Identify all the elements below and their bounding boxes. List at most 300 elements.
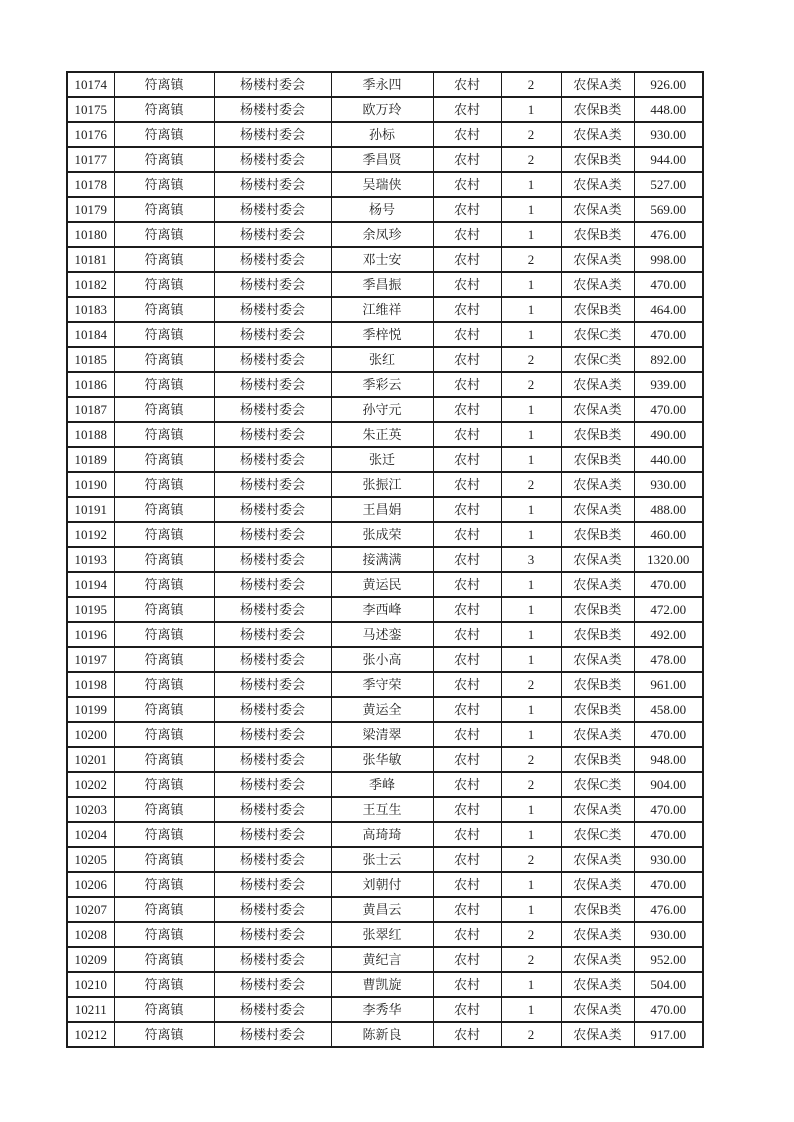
- cell-village: 杨楼村委会: [214, 972, 331, 997]
- cell-area-type: 农村: [433, 647, 501, 672]
- cell-area-type: 农村: [433, 697, 501, 722]
- cell-insurance-category: 农保A类: [561, 847, 634, 872]
- cell-amount: 952.00: [634, 947, 703, 972]
- cell-person-name: 季昌振: [331, 272, 433, 297]
- cell-area-type: 农村: [433, 997, 501, 1022]
- cell-person-count: 3: [501, 547, 561, 572]
- cell-insurance-category: 农保B类: [561, 422, 634, 447]
- cell-area-type: 农村: [433, 72, 501, 97]
- cell-person-count: 1: [501, 172, 561, 197]
- cell-person-name: 季梓悦: [331, 322, 433, 347]
- cell-record-id: 10208: [67, 922, 114, 947]
- cell-amount: 470.00: [634, 997, 703, 1022]
- cell-insurance-category: 农保A类: [561, 572, 634, 597]
- cell-insurance-category: 农保A类: [561, 272, 634, 297]
- cell-town: 符离镇: [114, 197, 214, 222]
- cell-person-count: 2: [501, 672, 561, 697]
- cell-person-name: 黄纪言: [331, 947, 433, 972]
- cell-person-count: 1: [501, 397, 561, 422]
- cell-record-id: 10209: [67, 947, 114, 972]
- cell-amount: 930.00: [634, 472, 703, 497]
- table-row: [67, 172, 703, 197]
- cell-person-count: 1: [501, 322, 561, 347]
- cell-amount: 472.00: [634, 597, 703, 622]
- cell-insurance-category: 农保B类: [561, 622, 634, 647]
- cell-amount: 460.00: [634, 522, 703, 547]
- cell-person-count: 1: [501, 197, 561, 222]
- cell-record-id: 10175: [67, 97, 114, 122]
- cell-insurance-category: 农保A类: [561, 872, 634, 897]
- cell-record-id: 10191: [67, 497, 114, 522]
- cell-town: 符离镇: [114, 322, 214, 347]
- cell-area-type: 农村: [433, 772, 501, 797]
- table-row: [67, 772, 703, 797]
- cell-village: 杨楼村委会: [214, 1022, 331, 1047]
- cell-village: 杨楼村委会: [214, 997, 331, 1022]
- cell-town: 符离镇: [114, 397, 214, 422]
- table-row: [67, 972, 703, 997]
- cell-area-type: 农村: [433, 597, 501, 622]
- cell-town: 符离镇: [114, 247, 214, 272]
- cell-person-count: 1: [501, 497, 561, 522]
- cell-amount: 569.00: [634, 197, 703, 222]
- cell-amount: 470.00: [634, 722, 703, 747]
- cell-area-type: 农村: [433, 222, 501, 247]
- cell-person-name: 张成荣: [331, 522, 433, 547]
- cell-amount: 470.00: [634, 822, 703, 847]
- cell-insurance-category: 农保A类: [561, 722, 634, 747]
- cell-person-name: 吴瑞侠: [331, 172, 433, 197]
- cell-person-name: 黄运民: [331, 572, 433, 597]
- cell-person-name: 季守荣: [331, 672, 433, 697]
- cell-person-name: 张翠红: [331, 922, 433, 947]
- table-row: [67, 622, 703, 647]
- cell-person-name: 张红: [331, 347, 433, 372]
- cell-person-count: 1: [501, 872, 561, 897]
- table-row: [67, 522, 703, 547]
- cell-amount: 470.00: [634, 797, 703, 822]
- cell-person-name: 江维祥: [331, 297, 433, 322]
- table-row: [67, 797, 703, 822]
- cell-town: 符离镇: [114, 97, 214, 122]
- cell-amount: 440.00: [634, 447, 703, 472]
- table-row: [67, 347, 703, 372]
- cell-amount: 939.00: [634, 372, 703, 397]
- table-row: [67, 397, 703, 422]
- cell-person-count: 1: [501, 897, 561, 922]
- cell-insurance-category: 农保A类: [561, 647, 634, 672]
- table-row: [67, 847, 703, 872]
- table-row: [67, 697, 703, 722]
- cell-amount: 948.00: [634, 747, 703, 772]
- cell-town: 符离镇: [114, 997, 214, 1022]
- cell-town: 符离镇: [114, 847, 214, 872]
- cell-insurance-category: 农保C类: [561, 772, 634, 797]
- cell-record-id: 10189: [67, 447, 114, 472]
- cell-record-id: 10190: [67, 472, 114, 497]
- table-row: [67, 897, 703, 922]
- cell-amount: 930.00: [634, 122, 703, 147]
- cell-town: 符离镇: [114, 772, 214, 797]
- cell-person-count: 1: [501, 422, 561, 447]
- cell-insurance-category: 农保A类: [561, 997, 634, 1022]
- cell-person-name: 孙标: [331, 122, 433, 147]
- cell-amount: 930.00: [634, 847, 703, 872]
- cell-record-id: 10199: [67, 697, 114, 722]
- cell-town: 符离镇: [114, 697, 214, 722]
- cell-insurance-category: 农保A类: [561, 197, 634, 222]
- cell-area-type: 农村: [433, 122, 501, 147]
- cell-area-type: 农村: [433, 497, 501, 522]
- cell-person-count: 1: [501, 597, 561, 622]
- cell-insurance-category: 农保B类: [561, 697, 634, 722]
- cell-village: 杨楼村委会: [214, 97, 331, 122]
- cell-record-id: 10182: [67, 272, 114, 297]
- cell-person-count: 2: [501, 472, 561, 497]
- cell-record-id: 10195: [67, 597, 114, 622]
- cell-person-count: 1: [501, 97, 561, 122]
- cell-amount: 926.00: [634, 72, 703, 97]
- cell-insurance-category: 农保A类: [561, 497, 634, 522]
- cell-record-id: 10188: [67, 422, 114, 447]
- cell-record-id: 10193: [67, 547, 114, 572]
- cell-insurance-category: 农保A类: [561, 797, 634, 822]
- table-row: [67, 97, 703, 122]
- cell-record-id: 10201: [67, 747, 114, 772]
- cell-person-count: 2: [501, 372, 561, 397]
- cell-area-type: 农村: [433, 147, 501, 172]
- cell-person-name: 杨号: [331, 197, 433, 222]
- cell-amount: 917.00: [634, 1022, 703, 1047]
- cell-person-count: 2: [501, 1022, 561, 1047]
- cell-village: 杨楼村委会: [214, 722, 331, 747]
- cell-insurance-category: 农保C类: [561, 347, 634, 372]
- table-row: [67, 722, 703, 747]
- cell-village: 杨楼村委会: [214, 197, 331, 222]
- table-row: [67, 447, 703, 472]
- cell-town: 符离镇: [114, 747, 214, 772]
- cell-area-type: 农村: [433, 297, 501, 322]
- table-row: [67, 872, 703, 897]
- cell-insurance-category: 农保B类: [561, 522, 634, 547]
- cell-person-name: 季彩云: [331, 372, 433, 397]
- cell-town: 符离镇: [114, 872, 214, 897]
- cell-person-count: 2: [501, 347, 561, 372]
- cell-area-type: 农村: [433, 572, 501, 597]
- cell-amount: 944.00: [634, 147, 703, 172]
- cell-person-count: 2: [501, 772, 561, 797]
- cell-area-type: 农村: [433, 397, 501, 422]
- cell-village: 杨楼村委会: [214, 572, 331, 597]
- cell-person-count: 1: [501, 572, 561, 597]
- cell-record-id: 10212: [67, 1022, 114, 1047]
- cell-person-name: 接满满: [331, 547, 433, 572]
- cell-person-name: 黄昌云: [331, 897, 433, 922]
- cell-record-id: 10176: [67, 122, 114, 147]
- cell-person-count: 2: [501, 747, 561, 772]
- cell-amount: 892.00: [634, 347, 703, 372]
- cell-person-count: 1: [501, 622, 561, 647]
- cell-town: 符离镇: [114, 797, 214, 822]
- table-row: [67, 247, 703, 272]
- cell-area-type: 农村: [433, 847, 501, 872]
- cell-town: 符离镇: [114, 497, 214, 522]
- table-row: [67, 197, 703, 222]
- table-row: [67, 147, 703, 172]
- cell-village: 杨楼村委会: [214, 497, 331, 522]
- cell-village: 杨楼村委会: [214, 897, 331, 922]
- cell-amount: 476.00: [634, 897, 703, 922]
- cell-amount: 492.00: [634, 622, 703, 647]
- cell-area-type: 农村: [433, 322, 501, 347]
- cell-person-count: 2: [501, 922, 561, 947]
- cell-record-id: 10192: [67, 522, 114, 547]
- cell-area-type: 农村: [433, 872, 501, 897]
- cell-area-type: 农村: [433, 472, 501, 497]
- cell-town: 符离镇: [114, 622, 214, 647]
- cell-area-type: 农村: [433, 822, 501, 847]
- cell-town: 符离镇: [114, 922, 214, 947]
- cell-amount: 490.00: [634, 422, 703, 447]
- cell-record-id: 10187: [67, 397, 114, 422]
- cell-area-type: 农村: [433, 97, 501, 122]
- cell-person-name: 邓士安: [331, 247, 433, 272]
- cell-person-name: 季昌贤: [331, 147, 433, 172]
- cell-insurance-category: 农保A类: [561, 172, 634, 197]
- cell-village: 杨楼村委会: [214, 697, 331, 722]
- cell-record-id: 10179: [67, 197, 114, 222]
- cell-town: 符离镇: [114, 297, 214, 322]
- cell-insurance-category: 农保B类: [561, 447, 634, 472]
- cell-insurance-category: 农保A类: [561, 922, 634, 947]
- cell-record-id: 10194: [67, 572, 114, 597]
- cell-person-name: 张小高: [331, 647, 433, 672]
- table-row: [67, 297, 703, 322]
- cell-village: 杨楼村委会: [214, 372, 331, 397]
- cell-village: 杨楼村委会: [214, 172, 331, 197]
- cell-record-id: 10196: [67, 622, 114, 647]
- cell-village: 杨楼村委会: [214, 122, 331, 147]
- cell-area-type: 农村: [433, 897, 501, 922]
- cell-area-type: 农村: [433, 972, 501, 997]
- cell-village: 杨楼村委会: [214, 797, 331, 822]
- cell-area-type: 农村: [433, 522, 501, 547]
- cell-village: 杨楼村委会: [214, 272, 331, 297]
- cell-person-count: 2: [501, 122, 561, 147]
- cell-town: 符离镇: [114, 822, 214, 847]
- table-row: [67, 322, 703, 347]
- cell-record-id: 10211: [67, 997, 114, 1022]
- cell-person-name: 李秀华: [331, 997, 433, 1022]
- cell-insurance-category: 农保B类: [561, 222, 634, 247]
- cell-village: 杨楼村委会: [214, 222, 331, 247]
- cell-town: 符离镇: [114, 597, 214, 622]
- cell-person-name: 曹凯旋: [331, 972, 433, 997]
- table-row: [67, 647, 703, 672]
- cell-person-name: 季峰: [331, 772, 433, 797]
- cell-person-count: 2: [501, 847, 561, 872]
- cell-person-name: 刘朝付: [331, 872, 433, 897]
- cell-person-count: 1: [501, 297, 561, 322]
- cell-town: 符离镇: [114, 897, 214, 922]
- cell-person-count: 1: [501, 822, 561, 847]
- cell-town: 符离镇: [114, 372, 214, 397]
- cell-person-name: 季永四: [331, 72, 433, 97]
- table-row: [67, 547, 703, 572]
- cell-area-type: 农村: [433, 797, 501, 822]
- table-row: [67, 472, 703, 497]
- cell-person-name: 李西峰: [331, 597, 433, 622]
- cell-village: 杨楼村委会: [214, 297, 331, 322]
- table-row: [67, 422, 703, 447]
- cell-village: 杨楼村委会: [214, 72, 331, 97]
- cell-insurance-category: 农保A类: [561, 472, 634, 497]
- cell-area-type: 农村: [433, 672, 501, 697]
- cell-insurance-category: 农保B类: [561, 747, 634, 772]
- cell-area-type: 农村: [433, 1022, 501, 1047]
- table-row: [67, 122, 703, 147]
- table-row: [67, 672, 703, 697]
- table-row: [67, 822, 703, 847]
- cell-person-count: 1: [501, 447, 561, 472]
- cell-person-name: 孙守元: [331, 397, 433, 422]
- cell-area-type: 农村: [433, 422, 501, 447]
- cell-amount: 504.00: [634, 972, 703, 997]
- cell-village: 杨楼村委会: [214, 147, 331, 172]
- cell-village: 杨楼村委会: [214, 522, 331, 547]
- cell-area-type: 农村: [433, 272, 501, 297]
- cell-amount: 470.00: [634, 572, 703, 597]
- cell-village: 杨楼村委会: [214, 547, 331, 572]
- cell-person-count: 1: [501, 697, 561, 722]
- cell-person-name: 马述銮: [331, 622, 433, 647]
- cell-record-id: 10184: [67, 322, 114, 347]
- cell-amount: 1320.00: [634, 547, 703, 572]
- cell-person-count: 1: [501, 272, 561, 297]
- cell-village: 杨楼村委会: [214, 847, 331, 872]
- cell-amount: 448.00: [634, 97, 703, 122]
- cell-town: 符离镇: [114, 947, 214, 972]
- cell-town: 符离镇: [114, 972, 214, 997]
- cell-area-type: 农村: [433, 447, 501, 472]
- cell-amount: 470.00: [634, 272, 703, 297]
- cell-record-id: 10198: [67, 672, 114, 697]
- cell-person-name: 张华敏: [331, 747, 433, 772]
- cell-person-name: 张振江: [331, 472, 433, 497]
- cell-town: 符离镇: [114, 572, 214, 597]
- roster-body: [67, 72, 703, 1047]
- cell-village: 杨楼村委会: [214, 322, 331, 347]
- cell-village: 杨楼村委会: [214, 347, 331, 372]
- cell-area-type: 农村: [433, 172, 501, 197]
- cell-insurance-category: 农保B类: [561, 597, 634, 622]
- cell-person-count: 2: [501, 72, 561, 97]
- cell-amount: 478.00: [634, 647, 703, 672]
- cell-insurance-category: 农保B类: [561, 672, 634, 697]
- table-row: [67, 1022, 703, 1047]
- cell-area-type: 农村: [433, 622, 501, 647]
- cell-person-count: 1: [501, 997, 561, 1022]
- cell-record-id: 10197: [67, 647, 114, 672]
- cell-person-count: 1: [501, 647, 561, 672]
- cell-person-name: 高琦琦: [331, 822, 433, 847]
- cell-amount: 458.00: [634, 697, 703, 722]
- cell-amount: 470.00: [634, 397, 703, 422]
- cell-person-name: 欧万玲: [331, 97, 433, 122]
- cell-amount: 470.00: [634, 872, 703, 897]
- table-row: [67, 597, 703, 622]
- cell-amount: 904.00: [634, 772, 703, 797]
- cell-village: 杨楼村委会: [214, 422, 331, 447]
- cell-person-count: 2: [501, 247, 561, 272]
- cell-amount: 527.00: [634, 172, 703, 197]
- table-row: [67, 747, 703, 772]
- cell-record-id: 10204: [67, 822, 114, 847]
- cell-village: 杨楼村委会: [214, 397, 331, 422]
- cell-record-id: 10181: [67, 247, 114, 272]
- table-row: [67, 372, 703, 397]
- cell-record-id: 10177: [67, 147, 114, 172]
- cell-town: 符离镇: [114, 147, 214, 172]
- cell-town: 符离镇: [114, 1022, 214, 1047]
- cell-insurance-category: 农保A类: [561, 122, 634, 147]
- cell-town: 符离镇: [114, 122, 214, 147]
- cell-insurance-category: 农保A类: [561, 947, 634, 972]
- cell-record-id: 10210: [67, 972, 114, 997]
- cell-insurance-category: 农保B类: [561, 97, 634, 122]
- cell-person-name: 张士云: [331, 847, 433, 872]
- cell-village: 杨楼村委会: [214, 672, 331, 697]
- cell-town: 符离镇: [114, 347, 214, 372]
- cell-record-id: 10202: [67, 772, 114, 797]
- cell-person-name: 王昌娟: [331, 497, 433, 522]
- cell-amount: 998.00: [634, 247, 703, 272]
- table-row: [67, 222, 703, 247]
- cell-insurance-category: 农保A类: [561, 397, 634, 422]
- insurance-roster-table: [66, 71, 704, 1048]
- cell-person-count: 1: [501, 222, 561, 247]
- table-row: [67, 572, 703, 597]
- cell-record-id: 10183: [67, 297, 114, 322]
- cell-amount: 930.00: [634, 922, 703, 947]
- cell-village: 杨楼村委会: [214, 947, 331, 972]
- cell-town: 符离镇: [114, 722, 214, 747]
- cell-amount: 961.00: [634, 672, 703, 697]
- table-row: [67, 497, 703, 522]
- cell-village: 杨楼村委会: [214, 447, 331, 472]
- cell-person-name: 余凤珍: [331, 222, 433, 247]
- cell-area-type: 农村: [433, 347, 501, 372]
- cell-town: 符离镇: [114, 172, 214, 197]
- cell-town: 符离镇: [114, 72, 214, 97]
- cell-insurance-category: 农保C类: [561, 822, 634, 847]
- cell-person-count: 1: [501, 722, 561, 747]
- cell-town: 符离镇: [114, 222, 214, 247]
- cell-record-id: 10203: [67, 797, 114, 822]
- cell-person-name: 王互生: [331, 797, 433, 822]
- cell-insurance-category: 农保A类: [561, 547, 634, 572]
- table-row: [67, 72, 703, 97]
- cell-insurance-category: 农保C类: [561, 322, 634, 347]
- cell-village: 杨楼村委会: [214, 597, 331, 622]
- cell-town: 符离镇: [114, 647, 214, 672]
- cell-area-type: 农村: [433, 922, 501, 947]
- table-row: [67, 997, 703, 1022]
- cell-insurance-category: 农保B类: [561, 897, 634, 922]
- cell-village: 杨楼村委会: [214, 872, 331, 897]
- cell-amount: 476.00: [634, 222, 703, 247]
- cell-person-count: 1: [501, 797, 561, 822]
